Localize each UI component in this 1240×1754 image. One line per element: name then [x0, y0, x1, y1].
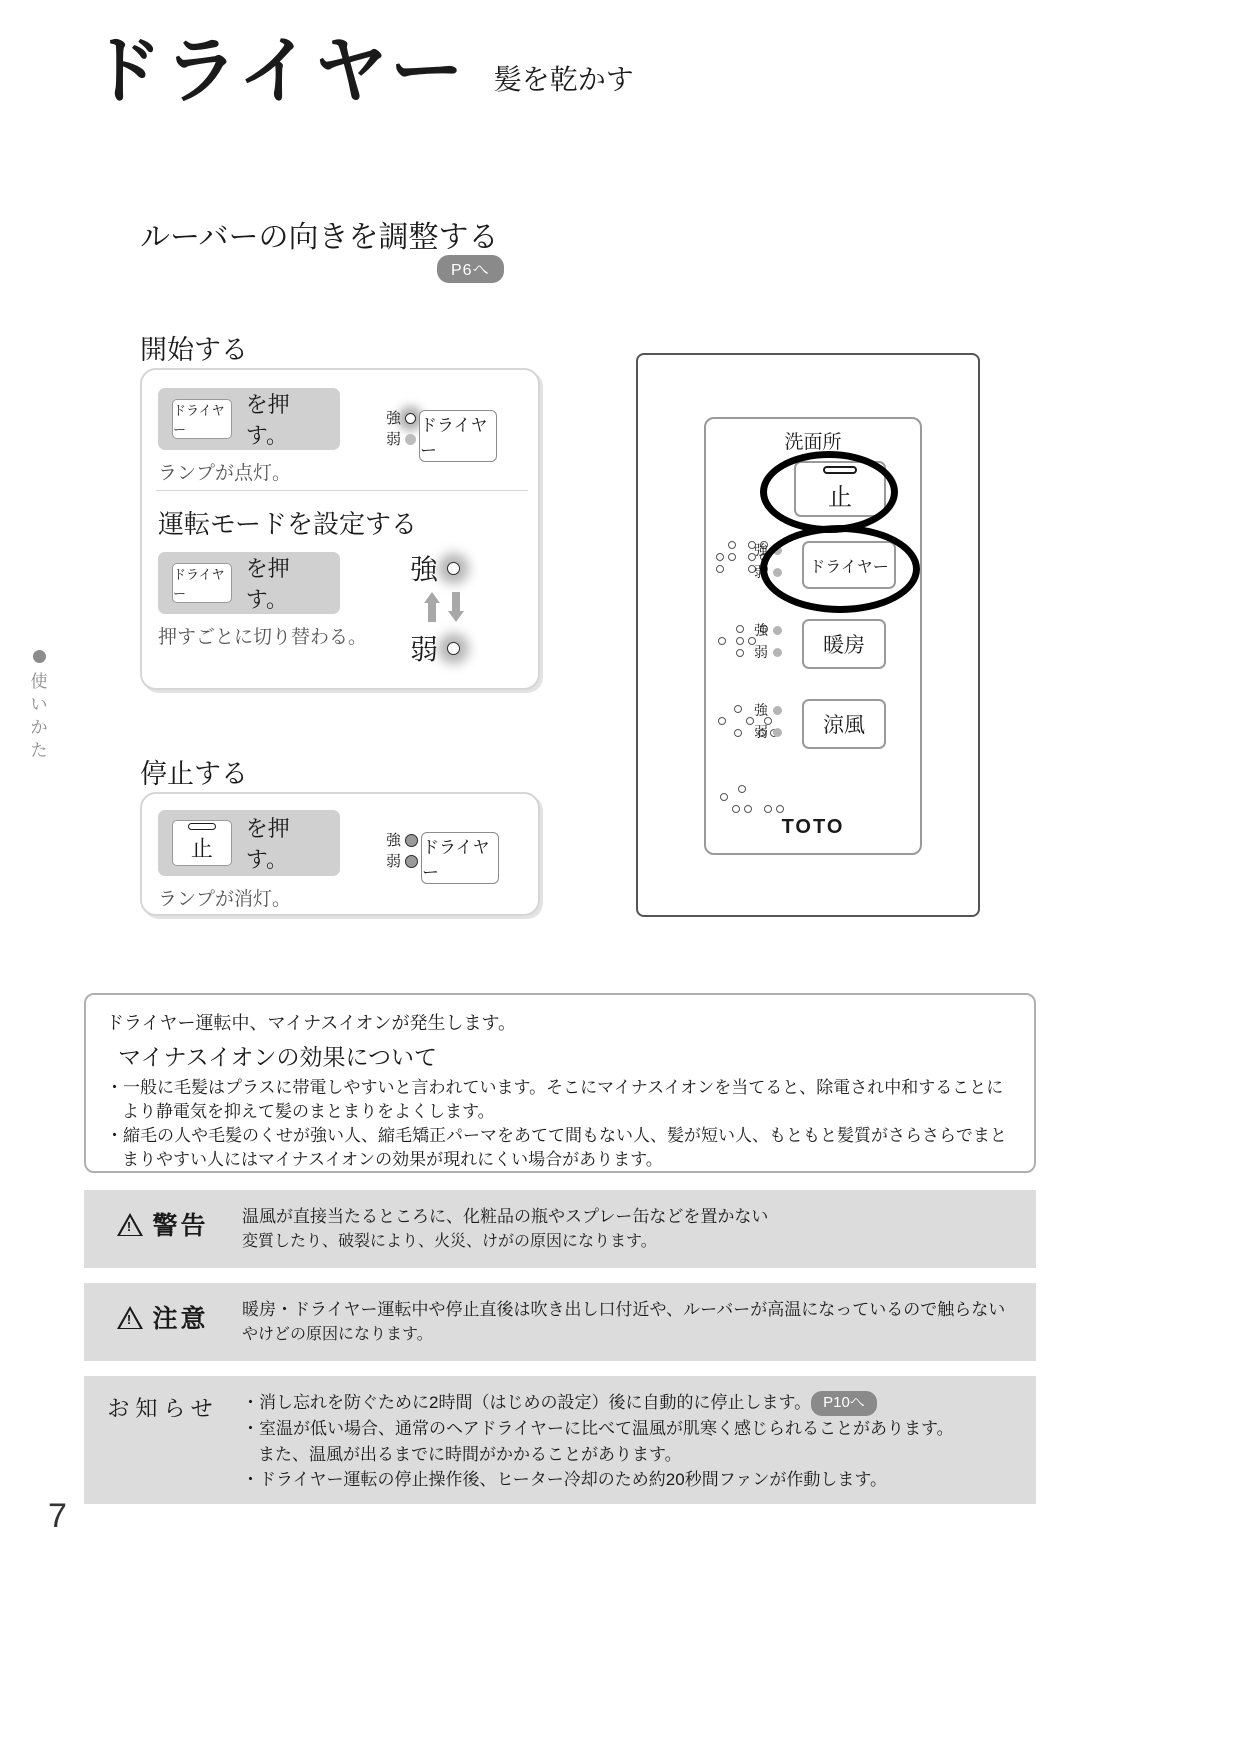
side-tab-char-2: い — [30, 694, 48, 714]
stop-lamp-key-dryer: ドライヤー — [421, 832, 499, 884]
start-press-block — [158, 388, 340, 450]
warning-triangle-icon — [117, 1213, 143, 1236]
side-tab-char-4: た — [30, 740, 48, 760]
highlight-ellipse-dryer — [760, 525, 920, 613]
warning-label-group — [84, 1190, 242, 1242]
remote-heat-weak-lamp-icon — [773, 648, 782, 657]
panel-divider — [156, 490, 528, 491]
ion-item-1 — [106, 1076, 1014, 1100]
stop-press-text: を押す。 — [245, 816, 290, 872]
caution-label: 注意 — [152, 1305, 209, 1333]
start-press-text: を押す。 — [245, 392, 290, 448]
start-lamp-group — [386, 396, 497, 462]
notice-label: お知らせ — [107, 1396, 219, 1421]
stop-key-slot-icon — [188, 823, 216, 830]
ion-info-box — [84, 993, 1036, 1173]
page-ref-badge: P6へ — [437, 255, 504, 283]
stop-lamp-weak-label: 弱 — [386, 852, 402, 870]
ion-item-1-line-1: ・一般に毛髪はプラスに帯電しやすいと言われています。そこにマイナスイオンを当てると、除電され中和することに — [106, 1078, 1004, 1097]
arrow-up-icon — [424, 592, 440, 622]
notice-body — [242, 1376, 954, 1493]
start-heading: 開始する — [140, 335, 248, 365]
side-tab-char-1: 使 — [30, 672, 48, 691]
brand-logo: TOTO — [781, 816, 845, 838]
caution-line-1: 暖房・ドライヤー運転中や停止直後は吹き出し口付近や、ルーバーが高温になっているので触らない — [242, 1300, 1006, 1319]
notice-box — [84, 1376, 1036, 1504]
remote-dryer-strong-label: 強 — [754, 542, 768, 558]
caution-line-2: やけどの原因になります。 — [242, 1325, 433, 1343]
lamp-weak-off-icon — [405, 855, 418, 868]
page-title: ドライヤー — [88, 29, 466, 112]
remote-heat-labels — [754, 619, 782, 663]
start-caption: ランプが点灯。 — [158, 463, 292, 484]
dryer-key-icon[interactable]: ドライヤー — [172, 399, 232, 439]
stop-caption: ランプが消灯。 — [158, 889, 292, 910]
stop-press-block — [158, 810, 340, 876]
page-header — [88, 29, 634, 112]
mode-weak-label: 弱 — [410, 634, 439, 665]
remote-dryer-weak-label: 弱 — [754, 564, 768, 580]
start-lamp-labels — [386, 408, 416, 450]
caution-label-group — [84, 1283, 242, 1335]
stop-key-icon[interactable] — [172, 820, 232, 866]
ion-lead-text: ドライヤー運転中、マイナスイオンが発生します。 — [106, 1013, 517, 1033]
mode-weak-lamp-icon — [447, 642, 460, 655]
ion-item-2 — [106, 1124, 1014, 1148]
start-lamp-strong-label: 強 — [386, 409, 402, 427]
lamp-weak-off-icon — [405, 434, 416, 445]
remote-cool-weak-lamp-icon — [773, 728, 782, 737]
remote-room-label: 洗面所 — [784, 432, 842, 453]
remote-cool-strong-label: 強 — [754, 702, 768, 718]
ion-item-2-line-1: ・縮毛の人や毛髪のくせが強い人、縮毛矯正パーマをあてて間もない人、髪が短い人、もともと髪質がさらさらでまと — [106, 1126, 1007, 1146]
louver-heading: ルーバーの向きを調整する — [140, 221, 499, 254]
stop-heading: 停止する — [140, 759, 248, 789]
page-subtitle: 髪を乾かす — [493, 64, 634, 95]
mode-strong-lamp-icon — [447, 562, 460, 575]
warning-exclamation: ! — [126, 1218, 135, 1234]
arrow-down-icon — [448, 592, 464, 622]
remote-cool-labels — [754, 699, 782, 743]
page-number: 7 — [48, 1497, 67, 1535]
warning-line-1: 温風が直接当たるところに、化粧品の瓶やスプレー缶などを置かない — [242, 1207, 769, 1226]
notice-line-3: また、温風が出るまでに時間がかかることがあります。 — [258, 1444, 682, 1464]
mode-weak-indicator — [410, 628, 460, 668]
warning-label: 警告 — [152, 1212, 209, 1240]
start-lamp-weak-label: 弱 — [386, 430, 402, 448]
lamp-strong-on-icon — [405, 413, 416, 424]
ion-heading: マイナスイオンの効果について — [118, 1044, 438, 1070]
notice-page-ref-badge[interactable]: P10へ — [811, 1391, 877, 1417]
stop-lamp-group — [386, 818, 499, 884]
stop-lamp-strong-label: 強 — [386, 831, 402, 849]
dryer-key-icon[interactable]: ドライヤー — [172, 563, 232, 603]
warning-body — [242, 1190, 768, 1254]
mode-toggle-arrows — [424, 592, 464, 622]
mode-heading: 運転モードを設定する — [158, 509, 417, 539]
start-panel — [140, 368, 540, 690]
remote-heat-weak-label: 弱 — [754, 644, 768, 660]
mode-strong-label: 強 — [410, 554, 439, 585]
caution-exclamation: ! — [126, 1311, 135, 1327]
highlight-ellipse-stop — [760, 451, 898, 533]
notice-line-4: ・ドライヤー運転の停止操作後、ヒーター冷却のため約20秒間ファンが作動します。 — [242, 1470, 888, 1490]
warning-box — [84, 1190, 1036, 1268]
caution-box — [84, 1283, 1036, 1361]
remote-cool-button[interactable]: 涼風 — [802, 699, 886, 749]
caution-body — [242, 1283, 1005, 1347]
mode-press-text: を押す。 — [245, 556, 290, 612]
side-tab-char-3: か — [30, 717, 48, 737]
stop-lamp-labels — [386, 830, 418, 872]
louver-page-link[interactable] — [437, 255, 504, 283]
remote-heat-button[interactable]: 暖房 — [802, 619, 886, 669]
remote-heat-strong-label: 強 — [754, 622, 768, 638]
remote-cool-weak-label: 弱 — [754, 724, 768, 740]
ion-item-1-line-2: より静電気を抑えて髪のまとまりをよくします。 — [122, 1102, 495, 1122]
notice-line-1-text: ・消し忘れを防ぐために2時間（はじめの設定）後に自動的に停止します。 — [242, 1393, 812, 1412]
mode-strong-indicator — [410, 548, 460, 588]
mode-caption: 押すごとに切り替わる。 — [158, 627, 368, 648]
ion-item-2-line-2: まりやすい人にはマイナスイオンの効果が現れにくい場合があります。 — [122, 1150, 663, 1170]
warning-line-2: 変質したり、破裂により、火災、けがの原因になります。 — [242, 1232, 657, 1250]
remote-heat-strong-lamp-icon — [773, 626, 782, 635]
bullet-icon — [33, 650, 46, 663]
notice-line-2: ・室温が低い場合、通常のヘアドライヤーに比べて温風が肌寒く感じられることがあります。 — [242, 1419, 954, 1439]
remote-dryer-button[interactable]: ドライヤー — [802, 541, 896, 589]
remote-cool-strong-lamp-icon — [773, 706, 782, 715]
side-tab-usage — [22, 650, 56, 763]
remote-illustration — [636, 353, 980, 917]
mode-press-block — [158, 552, 340, 614]
stop-panel — [140, 792, 540, 916]
remote-stop-label: 止 — [828, 484, 852, 511]
caution-triangle-icon — [117, 1306, 143, 1329]
notice-line-1 — [242, 1390, 954, 1416]
lamp-strong-off-icon — [405, 834, 418, 847]
stop-key-label: 止 — [190, 836, 213, 861]
start-lamp-key-dryer: ドライヤー — [419, 410, 497, 462]
